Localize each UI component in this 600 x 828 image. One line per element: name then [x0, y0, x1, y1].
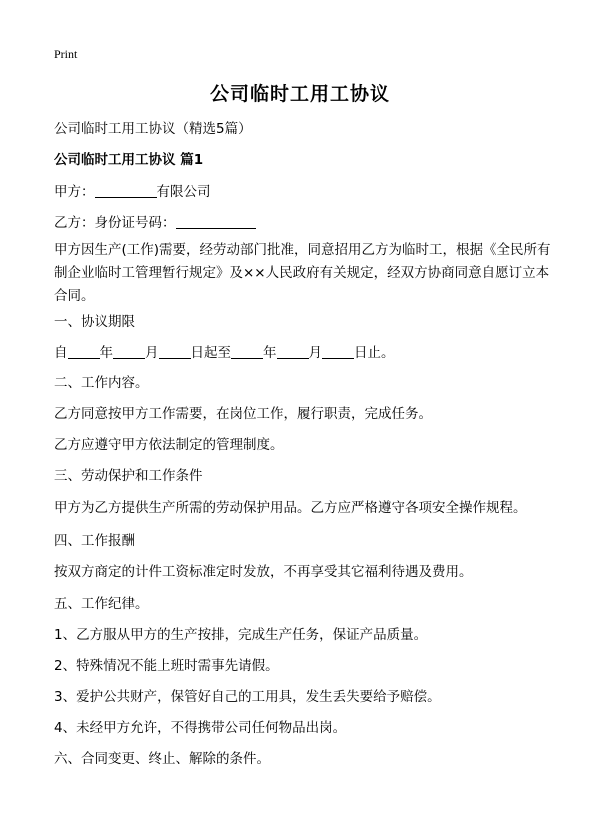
clause2-paragraph: 乙方应遵守甲方依法制定的管理制度。 — [54, 437, 284, 453]
subtitle: 公司临时工用工协议（精选5篇） — [54, 121, 252, 137]
term-blank — [322, 344, 354, 359]
party-b-label: 乙方：身份证号码： — [54, 215, 176, 231]
term-line — [54, 342, 554, 364]
party-a-line — [54, 181, 554, 203]
list-item: 3、爱护公共财产，保管好自己的工用具，发生丢失要给予赔偿。 — [54, 689, 441, 705]
clause3-paragraph: 甲方为乙方提供生产所需的劳动保护用品。乙方应严格遵守各项安全操作规程。 — [54, 500, 527, 516]
term-month-2: 月 — [308, 345, 322, 361]
clause4-heading: 四、工作报酬 — [54, 533, 135, 549]
clause2-paragraph: 乙方同意按甲方工作需要，在岗位工作，履行职责，完成任务。 — [54, 406, 432, 422]
list-item: 1、乙方服从甲方的生产按排，完成生产任务，保证产品质量。 — [54, 627, 428, 643]
intro-paragraph: 甲方因生产(工作)需要，经劳动部门批准，同意招用乙方为临时工，根据《全民所有制企业临时工管理暂行规定》及××人民政府有关规定，经双方协商同意自愿订立本合同。 — [54, 242, 551, 304]
party-a-label: 甲方： — [54, 184, 95, 200]
term-blank — [113, 344, 145, 359]
party-b-blank — [176, 214, 256, 229]
clause5-heading: 五、工作纪律。 — [54, 596, 149, 612]
term-year-2: 年 — [263, 345, 277, 361]
term-blank — [277, 344, 309, 359]
list-item: 2、特殊情况不能上班时需事先请假。 — [54, 658, 279, 674]
clause3-heading: 三、劳动保护和工作条件 — [54, 468, 203, 484]
party-b-line — [54, 212, 554, 234]
term-blank — [231, 344, 263, 359]
clause4-paragraph: 按双方商定的计件工资标准定时发放，不再享受其它福利待遇及费用。 — [54, 564, 473, 580]
list-item: 4、未经甲方允许，不得携带公司任何物品出岗。 — [54, 720, 347, 736]
term-blank — [159, 344, 191, 359]
term-day-end: 日止。 — [354, 345, 395, 361]
party-a-blank — [95, 183, 157, 198]
page-title: 公司临时工用工协议 — [209, 83, 390, 105]
term-year: 年 — [99, 345, 113, 361]
clause2-heading: 二、工作内容。 — [54, 375, 149, 391]
print-label: Print — [54, 47, 78, 61]
term-month: 月 — [145, 345, 159, 361]
party-a-suffix: 有限公司 — [156, 184, 211, 200]
term-day-to: 日起至 — [190, 345, 231, 361]
term-blank — [68, 344, 100, 359]
clause6-heading: 六、合同变更、终止、解除的条件。 — [54, 751, 270, 767]
term-from: 自 — [54, 345, 68, 361]
clause1-heading: 一、协议期限 — [54, 314, 135, 330]
section-heading: 公司临时工用工协议 篇1 — [54, 152, 204, 168]
